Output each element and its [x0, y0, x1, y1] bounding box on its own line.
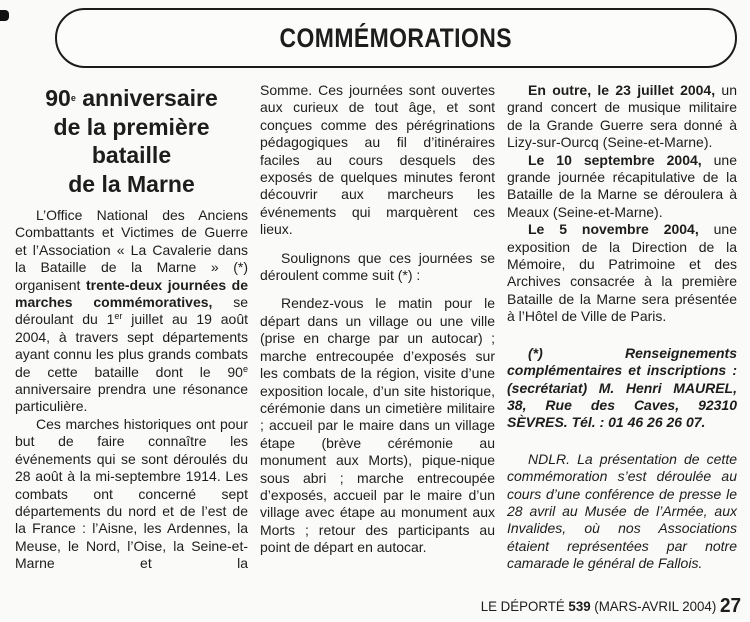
text-segment: Le 5 novembre 2004, [528, 221, 699, 238]
text-segment: anniversaire prendra une résonance particulière. [15, 381, 248, 415]
text-segment: anniversaire [75, 85, 218, 111]
text-segment: 90 [45, 85, 71, 111]
article-body [0, 68, 750, 573]
headline-line [15, 113, 248, 142]
para-somme [260, 82, 495, 239]
text-segment: juillet au 19 août 2004, à travers sept départements ayant connu les plus grands combats de cette bataille dont le 90 [15, 311, 248, 380]
para-renseignements [507, 345, 737, 432]
para-rendez-vous [260, 295, 495, 556]
text-segment: trente-deux journées de marches commémoratives, [15, 276, 248, 311]
text-segment: Rendez-vous le matin pour le départ dans un village ou une ville (prise en charge par un autocar) ; marche entrecoupée d’exposés sur les combats de la région, visite d’une exposition locale, d’un site historique, cérémonie dans un cimetière militaire ; accueil par le maire dans un village étape (brève cérémonie au monument aux Morts), pique-nique sous abri ; marche entrecoupée d’exposés, accueil par le maire d’un village avec étape au monument aux Morts ; retour des participants au point de départ en autocar. [260, 295, 495, 556]
headline-line [15, 84, 248, 113]
text-segment: (MARS-AVRIL 2004) [590, 597, 720, 614]
text-segment: de la Marne [68, 170, 195, 197]
para-office [15, 207, 248, 416]
text-segment: Ces marches historiques ont pour but de faire connaître les événements qui se sont déroulés du 28 août à la mi-septembre 1914. Les combats ont concerné sept départements du nord et de l’est de la France : l’Aisne, les Ardennes, la Meuse, le Nord, l’Oise, la Seine-et-Marne et la [15, 415, 248, 572]
text-segment: bataille [91, 142, 172, 168]
article-column-right [507, 82, 737, 573]
article-column-left [15, 82, 248, 573]
para-marches-historiques [15, 416, 248, 573]
para-23-juillet [507, 82, 737, 152]
para-soulignons [260, 250, 495, 285]
text-segment: Somme. Ces journées sont ouvertes aux curieux de tout âge, et sont conçues comme des pérégrinations pédagogiques au fil d’itinéraires faciles au cours desquels des exposés de quelques minutes feront découvrir aux marcheurs les événements qui marquèrent ces lieux. [260, 82, 495, 238]
text-segment: NDLR. La présentation de cette commémoration s’est déroulée au cours d’une conférence de presse le 28 avril au Musée de l’Armée, aux Invalides, où nos Associations étaient représentées par notre camarade le général de Fallois. [507, 450, 737, 572]
scan-artifact-mark [0, 10, 9, 21]
text-segment: En outre, le 23 juillet 2004, [528, 82, 716, 98]
headline-line [15, 170, 248, 199]
text-segment: (*) Renseignements complémentaires et inscriptions : (secrétariat) M. Henri MAUREL, 38, Rue des Caves, 92310 SÈVRES. Tél. : 01 46 26 26 07. [507, 344, 737, 431]
article-headline [15, 84, 248, 198]
text-segment: une grande journée récapitulative de la Bataille de la Marne se déroulera à Meaux (Seine-et-Marne). [507, 151, 738, 220]
scanned-magazine-page [0, 8, 750, 622]
text-segment: une exposition de la Direction de la Mémoire, du Patrimoine et des Archives consacrée à la première Bataille de la Marne sera présentée à l’Hôtel de Ville de Paris. [507, 221, 737, 325]
section-header-box [55, 8, 737, 68]
text-segment: un grand concert de musique militaire de la Grande Guerre sera donné à Lizy-sur-Ourcq (Seine-et-Marne). [507, 82, 737, 151]
text-segment: 539 [568, 597, 591, 614]
text-segment: e [70, 93, 76, 103]
text-segment: e [242, 363, 248, 374]
text-segment: 27 [719, 594, 741, 617]
headline-line [15, 141, 248, 170]
text-segment: se déroulant du 1 [15, 294, 248, 328]
text-segment: Soulignons que ces journées se déroulent comme suit (*) : [260, 249, 495, 284]
para-5-novembre [507, 221, 737, 325]
para-ndlr [507, 451, 737, 573]
article-column-left-text [15, 207, 248, 573]
text-segment: LE DÉPORTÉ [480, 597, 569, 614]
article-column-middle [260, 82, 495, 573]
text-segment: de la première [53, 113, 210, 140]
text-segment: er [114, 311, 123, 322]
page-footer [480, 594, 741, 617]
footer-line [480, 594, 741, 617]
section-title: COMMÉMORATIONS [279, 22, 513, 53]
text-segment: L’Office National des Anciens Combattants et Victimes de Guerre et l’Association « La Cavalerie dans la Bataille de la Marne » (*) organisent [15, 207, 248, 293]
para-10-septembre [507, 152, 737, 222]
text-segment: Le 10 septembre 2004, [528, 151, 702, 168]
